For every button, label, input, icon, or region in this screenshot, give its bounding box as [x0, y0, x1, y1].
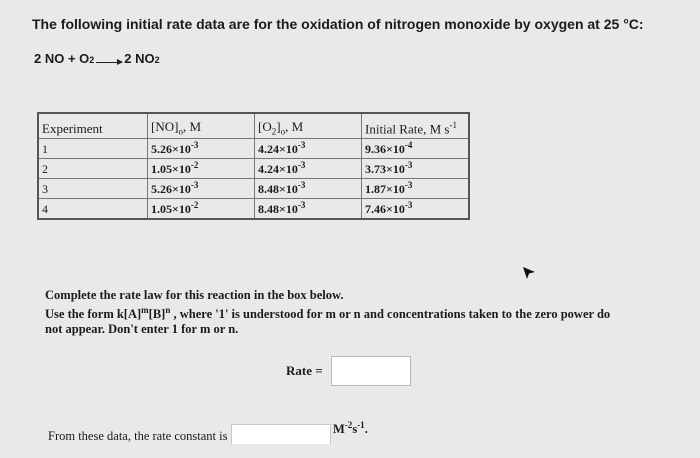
rate-constant-units: $M^{-2}s^{-1}$. — [333, 420, 368, 437]
cell-no: $1.05\times 10^{-2}$ — [148, 199, 255, 220]
header-experiment: Experiment — [38, 113, 148, 139]
cell-o2: $4.24\times 10^{-3}$ — [255, 139, 362, 159]
intro-prefix: The following initial rate data are for the — [32, 16, 302, 32]
instructions-line2: Use the form $k[A]^m[B]^n$ , where '1' is understood for m or n and concentrations taken to the zero power do — [45, 305, 611, 322]
cell-experiment: 2 — [38, 159, 148, 179]
cell-rate: $7.46\times 10^{-3}$ — [362, 199, 470, 220]
equation-left-sub: 2 — [89, 55, 95, 65]
cell-o2: $8.48\times 10^{-3}$ — [255, 199, 362, 220]
equation-right: 2 NO — [124, 51, 155, 66]
table-row — [38, 199, 469, 220]
header-initial-rate: Initial Rate, M $s^{-1}$ — [362, 113, 470, 139]
cell-rate: $1.87\times 10^{-3}$ — [362, 179, 470, 199]
table-row — [38, 179, 469, 199]
rate-constant-label: From these data, the rate constant is — [48, 429, 228, 443]
rate-law-input[interactable] — [331, 356, 411, 386]
cell-o2: $4.24\times 10^{-3}$ — [255, 159, 362, 179]
question-intro — [32, 16, 672, 32]
table-header-row — [38, 113, 469, 139]
instructions-line3: not appear. Don't enter 1 for m or n. — [45, 322, 239, 337]
table-row — [38, 159, 469, 179]
equation-right-sub: 2 — [154, 55, 160, 65]
reaction-arrow-icon — [96, 62, 122, 63]
equation-left: 2 NO + O — [34, 51, 90, 66]
cell-o2: $8.48\times 10^{-3}$ — [255, 179, 362, 199]
cell-experiment: 3 — [38, 179, 148, 199]
cell-experiment: 4 — [38, 199, 148, 220]
cell-no: $5.26\times 10^{-3}$ — [148, 139, 255, 159]
instructions-line1: Complete the rate law for this reaction in the box below. — [45, 288, 344, 302]
rate-law-row — [286, 356, 411, 386]
rate-constant-row — [48, 424, 331, 444]
header-o2-concentration: $[O_2]_o$, M — [255, 113, 362, 139]
cell-rate: $3.73\times 10^{-3}$ — [362, 159, 470, 179]
rate-data-table — [37, 112, 470, 220]
mouse-pointer-icon — [522, 266, 536, 280]
rate-constant-input[interactable] — [231, 424, 331, 444]
cell-rate: $9.36\times 10^{-4}$ — [362, 139, 470, 159]
header-no-concentration: $[NO]_o$, M — [148, 113, 255, 139]
cell-no: $5.26\times 10^{-3}$ — [148, 179, 255, 199]
cell-experiment: 1 — [38, 139, 148, 159]
table-row — [38, 139, 469, 159]
instructions — [45, 288, 665, 337]
reaction-equation — [34, 51, 160, 67]
rate-law-label: Rate = — [286, 363, 323, 378]
cell-no: $1.05\times 10^{-2}$ — [148, 159, 255, 179]
intro-reaction: oxidation of nitrogen monoxide by oxygen at 25 °C: — [301, 16, 644, 32]
